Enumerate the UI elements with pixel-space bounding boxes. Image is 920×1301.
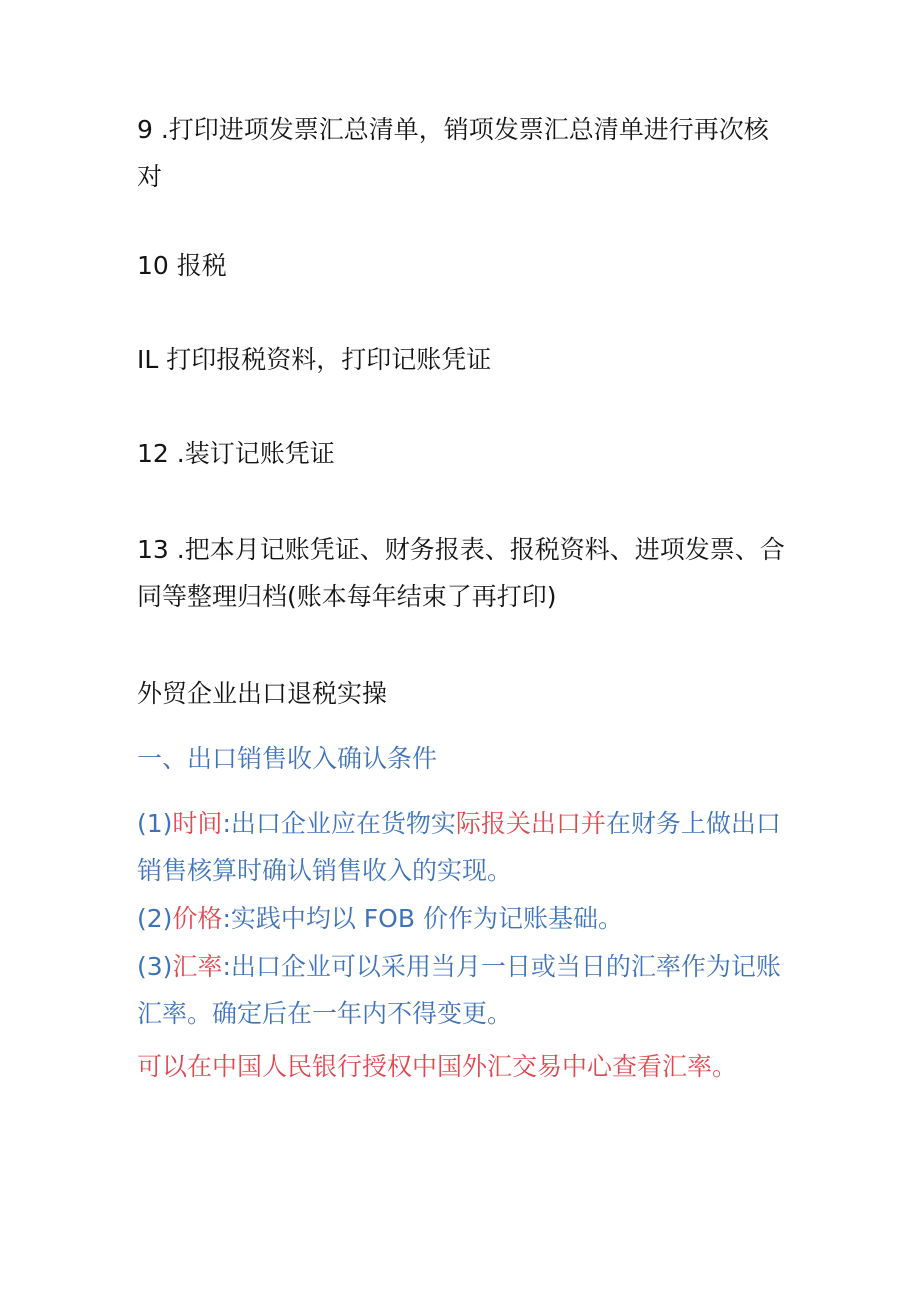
list-item-10 bbox=[137, 242, 787, 289]
item-number: 12 bbox=[137, 439, 169, 468]
condition-text: :出口企业可以采用当月一日或当日的汇率作为记账汇率。确定后在一年内不得变更。 bbox=[137, 952, 781, 1028]
item-text: .装订记账凭证 bbox=[168, 439, 335, 468]
condition-time bbox=[137, 800, 787, 894]
list-item-12 bbox=[137, 430, 787, 477]
condition-prefix: (2) bbox=[137, 904, 173, 933]
condition-highlight: 际报关出口并 bbox=[455, 809, 606, 838]
item-number: 10 bbox=[137, 251, 169, 280]
list-item-9 bbox=[137, 106, 787, 200]
condition-label: 价格 bbox=[172, 904, 223, 933]
exchange-rate-note: 可以在中国人民银行授权中国外汇交易中心查看汇率。 bbox=[137, 1052, 738, 1081]
condition-text: :出口企业应在货物实 bbox=[222, 809, 456, 838]
item-text: .打印进项发票汇总清单，销项发票汇总清单进行再次核对 bbox=[137, 115, 769, 191]
condition-prefix: (3) bbox=[137, 952, 173, 981]
condition-rate bbox=[137, 943, 787, 1037]
list-item-11 bbox=[137, 336, 787, 383]
subsection-heading: 一、出口销售收入确认条件 bbox=[137, 744, 438, 773]
condition-label: 汇率 bbox=[172, 952, 223, 981]
condition-prefix: (1) bbox=[137, 809, 173, 838]
condition-text-continued: 在财务上做出口销售核算时确认销售收入的实现。 bbox=[137, 809, 781, 885]
section-title: 外贸企业出口退税实操 bbox=[137, 679, 388, 708]
list-item-13 bbox=[137, 526, 787, 620]
item-number: 9 bbox=[137, 115, 153, 144]
item-text: .把本月记账凭证、财务报表、报税资料、进项发票、合同等整理归档(账本每年结束了再打印) bbox=[137, 535, 785, 611]
item-text: 报税 bbox=[168, 251, 227, 280]
item-text: 打印报税资料，打印记账凭证 bbox=[158, 345, 492, 374]
item-number: IL bbox=[137, 345, 159, 374]
item-number: 13 bbox=[137, 535, 169, 564]
condition-text: :实践中均以 FOB 价作为记账基础。 bbox=[222, 904, 623, 933]
condition-price bbox=[137, 895, 787, 942]
condition-label: 时间 bbox=[172, 809, 223, 838]
